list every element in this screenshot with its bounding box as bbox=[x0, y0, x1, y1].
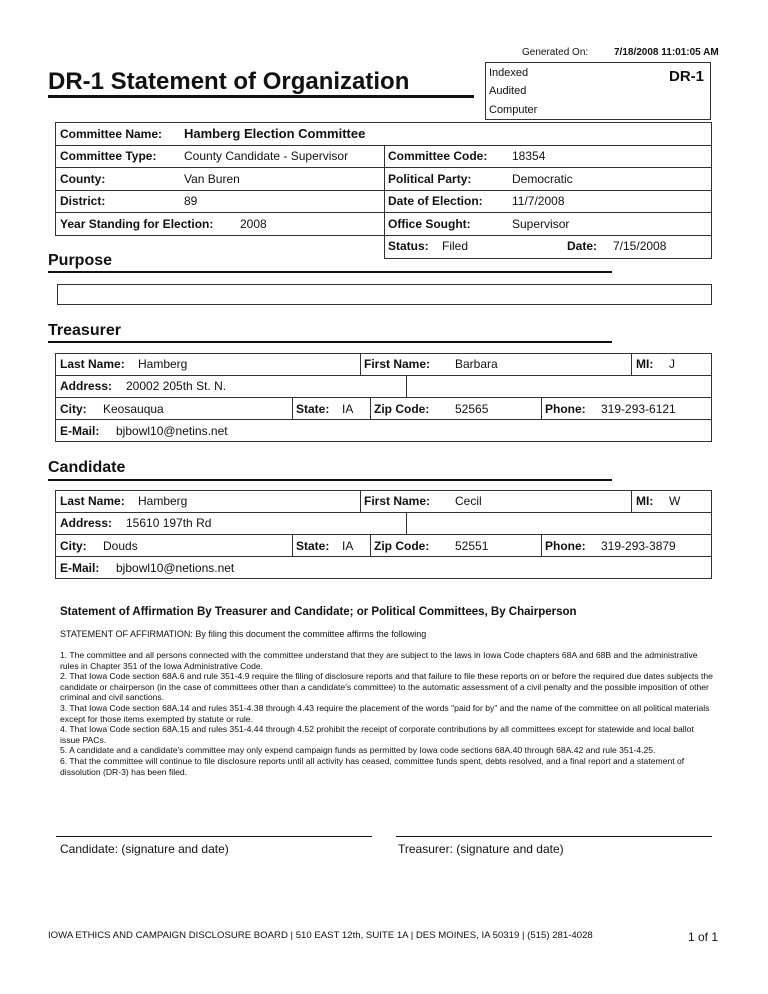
committee-type: County Candidate - Supervisor bbox=[184, 149, 349, 163]
date-label: Date: bbox=[567, 239, 598, 253]
candidate-first: Cecil bbox=[455, 494, 482, 508]
title-rule bbox=[48, 95, 474, 98]
affirmation-intro: STATEMENT OF AFFIRMATION: By filing this document the committee affirms the following bbox=[60, 629, 427, 639]
treasurer-email: bjbowl10@netins.net bbox=[116, 424, 228, 438]
status-audited: Audited bbox=[489, 85, 527, 97]
committee-name: Hamberg Election Committee bbox=[184, 126, 366, 141]
candidate-mi-label: MI: bbox=[636, 494, 654, 508]
treasurer-phone-label: Phone: bbox=[545, 402, 586, 416]
candidate-mi: W bbox=[669, 494, 681, 508]
purpose-field bbox=[57, 284, 712, 305]
candidate-rule bbox=[48, 479, 612, 481]
year-label: Year Standing for Election: bbox=[60, 217, 214, 231]
affirmation-item: 2. That Iowa Code section 68A.6 and rule 351-4.9 require the filing of disclosure reports and that failure to file these reports on or before the required due dates subjects the candidate or chairperson (in the case of committees other than a candidate's committee) to the automatic assessment of a civil penalty and the possible imposition of other criminal and civil sanctions. bbox=[60, 671, 713, 703]
committee-code-label: Committee Code: bbox=[388, 149, 488, 163]
candidate-signature-label: Candidate: (signature and date) bbox=[60, 842, 229, 856]
candidate-signature-line[interactable] bbox=[56, 836, 372, 837]
candidate-last-label: Last Name: bbox=[60, 494, 125, 508]
affirmation-heading: Statement of Affirmation By Treasurer and Candidate; or Political Committees, By Chairperson bbox=[60, 606, 577, 618]
candidate-state-label: State: bbox=[296, 539, 330, 553]
candidate-last: Hamberg bbox=[138, 494, 188, 508]
candidate-phone-label: Phone: bbox=[545, 539, 586, 553]
treasurer-phone: 319-293-6121 bbox=[601, 402, 676, 416]
district-label: District: bbox=[60, 194, 106, 208]
footer-address: IOWA ETHICS AND CAMPAIGN DISCLOSURE BOARD | 510 EAST 12th, SUITE 1A | DES MOINES, IA 50319 | (515) 281-4028 bbox=[48, 930, 593, 941]
affirmation-item: 4. That Iowa Code section 68A.15 and rules 351-4.44 through 4.52 prohibit the receipt of corporate contributions by all committees except for statewide and local ballot issue PACs. bbox=[60, 724, 694, 745]
treasurer-mi: J bbox=[669, 357, 675, 371]
treasurer-address-label: Address: bbox=[60, 379, 113, 393]
treasurer-city: Keosauqua bbox=[103, 402, 164, 416]
office-label: Office Sought: bbox=[388, 217, 471, 231]
treasurer-state: IA bbox=[342, 402, 354, 416]
candidate-email-label: E-Mail: bbox=[60, 561, 100, 575]
candidate-city: Douds bbox=[103, 539, 138, 553]
candidate-city-label: City: bbox=[60, 539, 87, 553]
page-title: DR-1 Statement of Organization bbox=[48, 68, 410, 95]
purpose-title: Purpose bbox=[48, 252, 113, 269]
status-indexed: Indexed bbox=[489, 67, 529, 79]
generated-value: 7/18/2008 11:01:05 AM bbox=[614, 47, 719, 58]
committee-type-label: Committee Type: bbox=[60, 149, 157, 163]
party: Democratic bbox=[512, 172, 573, 186]
treasurer-state-label: State: bbox=[296, 402, 330, 416]
affirmation-list bbox=[60, 650, 715, 777]
office: Supervisor bbox=[512, 217, 570, 231]
election-date: 11/7/2008 bbox=[512, 194, 565, 208]
committee-code: 18354 bbox=[512, 149, 546, 163]
treasurer-signature-line[interactable] bbox=[396, 836, 712, 837]
district: 89 bbox=[184, 194, 198, 208]
treasurer-first-label: First Name: bbox=[364, 357, 431, 371]
candidate-zip-label: Zip Code: bbox=[374, 539, 430, 553]
status: Filed bbox=[442, 239, 469, 253]
candidate-zip: 52551 bbox=[455, 539, 489, 553]
affirmation-item: 5. A candidate and a candidate's committee may only expend campaign funds as permitted by Iowa code sections 68A.40 through 68A.42 and rule 351-4.25. bbox=[60, 745, 656, 756]
election-date-label: Date of Election: bbox=[388, 194, 483, 208]
status-computer: Computer bbox=[489, 104, 538, 116]
affirmation-item: 6. That the committee will continue to file disclosure reports until all activity has ceased, committee funds spent, debts resolved, and a final report and a statement of dissolution (DR-3) has been filed. bbox=[60, 755, 685, 777]
form-code: DR-1 bbox=[669, 68, 705, 85]
candidate-address: 15610 197th Rd bbox=[126, 516, 212, 530]
treasurer-signature-label: Treasurer: (signature and date) bbox=[398, 842, 564, 856]
treasurer-city-label: City: bbox=[60, 402, 87, 416]
treasurer-zip: 52565 bbox=[455, 402, 489, 416]
treasurer-first: Barbara bbox=[455, 357, 498, 371]
candidate-state: IA bbox=[342, 539, 354, 553]
year: 2008 bbox=[240, 217, 267, 231]
candidate-title: Candidate bbox=[48, 459, 126, 476]
candidate-phone: 319-293-3879 bbox=[601, 539, 676, 553]
affirmation-item: 3. That Iowa Code section 68A.14 and rules 351-4.38 through 4.43 require the placement of the words "paid for by" and the name of the committee on all political materials except for those items exempted by statute or rule. bbox=[60, 702, 710, 724]
affirmation-item: 1. The committee and all persons connected with the committee understand that they are subject to the laws in Iowa Code chapters 68A and 68B and the administrative rules in Chapter 351 of the Iowa Administrative Code. bbox=[60, 650, 698, 671]
date: 7/15/2008 bbox=[613, 239, 667, 253]
treasurer-title: Treasurer bbox=[48, 322, 121, 339]
page-number: 1 of 1 bbox=[688, 930, 719, 944]
status-label: Status: bbox=[388, 239, 429, 253]
treasurer-zip-label: Zip Code: bbox=[374, 402, 430, 416]
generated-label: Generated On: bbox=[522, 47, 589, 58]
candidate-address-label: Address: bbox=[60, 516, 113, 530]
county: Van Buren bbox=[184, 172, 240, 186]
treasurer-email-label: E-Mail: bbox=[60, 424, 100, 438]
treasurer-rule bbox=[48, 341, 612, 343]
committee-name-label: Committee Name: bbox=[60, 127, 163, 141]
treasurer-last: Hamberg bbox=[138, 357, 188, 371]
treasurer-last-label: Last Name: bbox=[60, 357, 125, 371]
candidate-first-label: First Name: bbox=[364, 494, 431, 508]
county-label: County: bbox=[60, 172, 106, 186]
candidate-email: bjbowl10@netions.net bbox=[116, 561, 235, 575]
purpose-rule bbox=[48, 271, 612, 273]
treasurer-mi-label: MI: bbox=[636, 357, 654, 371]
treasurer-address: 20002 205th St. N. bbox=[126, 379, 227, 393]
party-label: Political Party: bbox=[388, 172, 472, 186]
